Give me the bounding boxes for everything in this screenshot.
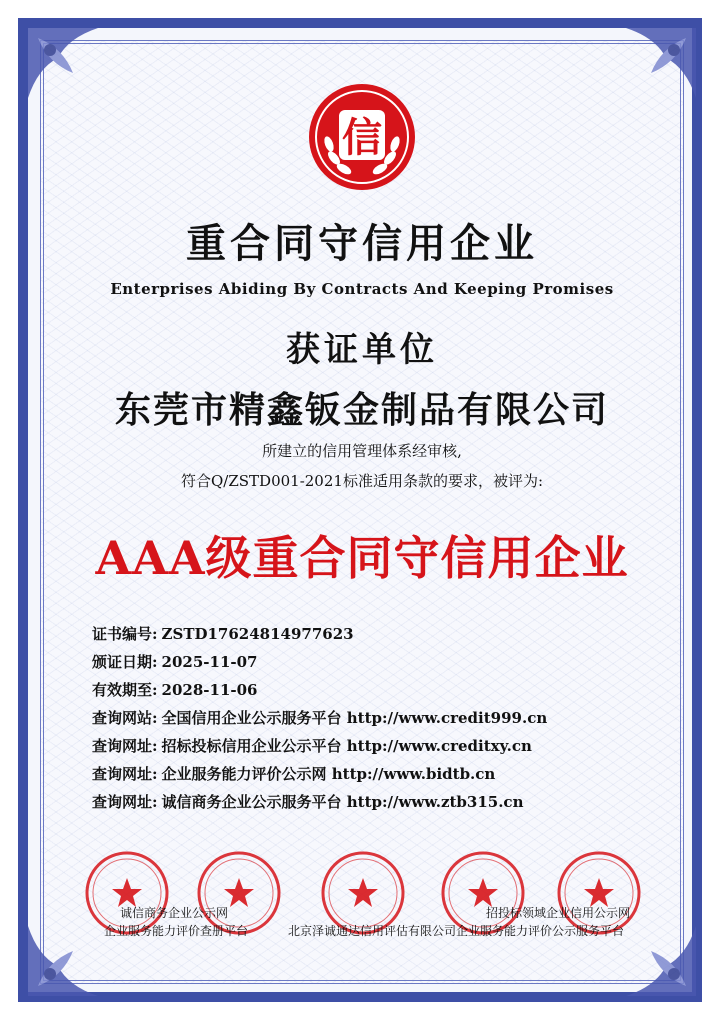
company-name: 东莞市精鑫钣金制品有限公司: [114, 389, 609, 431]
info-key: 颁证日期:: [92, 653, 158, 671]
info-value: 2025-11-07: [161, 653, 258, 671]
info-row: [92, 620, 652, 648]
recipient-label: 获证单位: [286, 330, 438, 370]
grade-title: AAA级重合同守信用企业: [95, 531, 629, 585]
title-chinese: 重合同守信用企业: [186, 220, 538, 267]
info-row: [92, 676, 652, 704]
info-list: [92, 620, 652, 816]
info-key: 有效期至:: [92, 681, 158, 699]
info-value: ZSTD17624814977623: [161, 625, 354, 643]
seal-label: 企业服务能力评价公示服务平台: [456, 924, 625, 938]
title-english: Enterprises Abiding By Contracts And Keeping Promises: [110, 280, 614, 298]
info-key: 查询网址:: [92, 737, 158, 755]
info-row: [92, 648, 652, 676]
info-key: 查询网址:: [92, 793, 158, 811]
emblem-char: 信: [342, 115, 382, 161]
info-row: [92, 788, 652, 816]
info-row: [92, 704, 652, 732]
info-key: 查询网站:: [92, 709, 158, 727]
seal-label: 诚信商务企业公示网: [120, 906, 229, 920]
corner-ornament-icon: [596, 28, 696, 128]
info-value: 全国信用企业公示服务平台 http://www.credit999.cn: [161, 709, 548, 727]
info-row: [92, 732, 652, 760]
description-line-1: 所建立的信用管理体系经审核,: [262, 442, 462, 460]
description-line-2: 符合Q/ZSTD001-2021标准适用条款的要求，被评为:: [180, 472, 543, 490]
info-key: 查询网址:: [92, 765, 158, 783]
info-value: 企业服务能力评价公示网 http://www.bidtb.cn: [161, 765, 496, 783]
seal-label: 企业服务能力评价查册平台: [104, 924, 249, 938]
info-row: [92, 760, 652, 788]
info-key: 证书编号:: [92, 625, 158, 643]
info-value: 诚信商务企业公示服务平台 http://www.ztb315.cn: [161, 793, 524, 811]
info-value: 招标投标信用企业公示平台 http://www.creditxy.cn: [161, 737, 532, 755]
seal-label: 招投标领域企业信用公示网: [486, 906, 631, 920]
credit-emblem-icon: [307, 82, 417, 192]
info-value: 2028-11-06: [161, 681, 258, 699]
corner-ornament-icon: [28, 28, 128, 128]
seal-label: 北京泽诚通达信用评估有限公司: [288, 924, 457, 938]
